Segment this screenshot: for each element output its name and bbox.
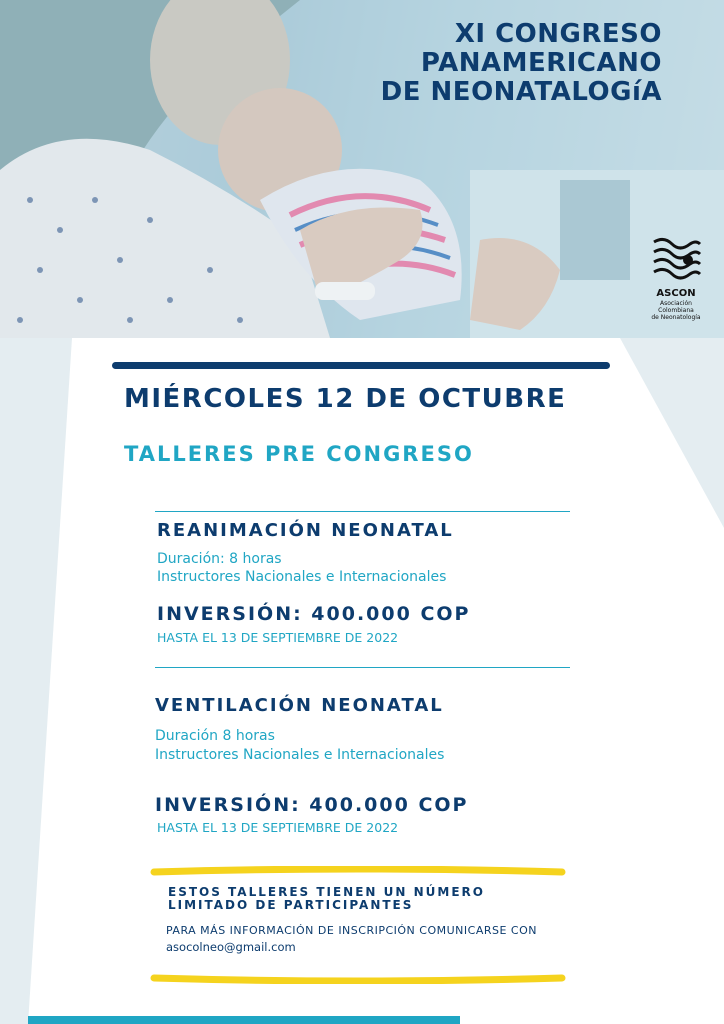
event-date: MIÉRCOLES 12 DE OCTUBRE: [124, 384, 567, 414]
workshop-1-duration: Duración: 8 horas: [157, 551, 282, 567]
workshop-2-price: INVERSIÓN: 400.000 COP: [155, 794, 469, 816]
workshop-1-instructors: Instructores Nacionales e Internacionales: [157, 569, 447, 585]
congress-title-line-1: XI CONGRESO: [454, 19, 662, 49]
section-subtitle: TALLERES PRE CONGRESO: [124, 442, 474, 466]
notice-box: [148, 866, 568, 984]
divider-1: [155, 511, 570, 512]
top-divider: [112, 362, 610, 369]
ascon-logo-subtitle-line-1: Asociación Colombiana: [658, 300, 694, 314]
workshop-2-deadline: HASTA EL 13 DE SEPTIEMBRE DE 2022: [157, 820, 399, 835]
hero-banner: [0, 0, 724, 338]
ascon-logo-subtitle-line-2: de Neonatología: [651, 314, 701, 321]
ascon-logo-mark: [650, 234, 704, 286]
workshop-1-price: INVERSIÓN: 400.000 COP: [157, 603, 471, 625]
notice-heading-line-2: LIMITADO DE PARTICIPANTES: [168, 898, 414, 912]
ascon-logo-name: ASCON: [656, 288, 696, 299]
workshop-2-instructors: Instructores Nacionales e Internacionales: [155, 747, 445, 763]
contact-email: asocolneo@gmail.com: [166, 940, 296, 954]
workshop-2-duration: Duración 8 horas: [155, 728, 275, 744]
workshop-1-title: REANIMACIÓN NEONATAL: [157, 520, 454, 541]
workshop-1-deadline: HASTA EL 13 DE SEPTIEMBRE DE 2022: [157, 630, 399, 645]
notice-info: PARA MÁS INFORMACIÓN DE INSCRIPCIÓN COMUNICARSE CON: [166, 924, 537, 937]
ascon-logo-subtitle: [646, 300, 706, 321]
congress-title-line-2: PANAMERICANO: [420, 48, 662, 78]
notice-heading-line-1: ESTOS TALLERES TIENEN UN NÚMERO: [168, 885, 485, 899]
workshop-2-title: VENTILACIÓN NEONATAL: [155, 695, 444, 716]
congress-title: [381, 20, 662, 107]
ascon-logo: [646, 234, 706, 320]
congress-title-line-3: DE NEONATALOGíA: [380, 77, 662, 107]
notice-heading: [168, 886, 485, 912]
bottom-accent-bar: [28, 1016, 460, 1024]
divider-2: [155, 667, 570, 668]
